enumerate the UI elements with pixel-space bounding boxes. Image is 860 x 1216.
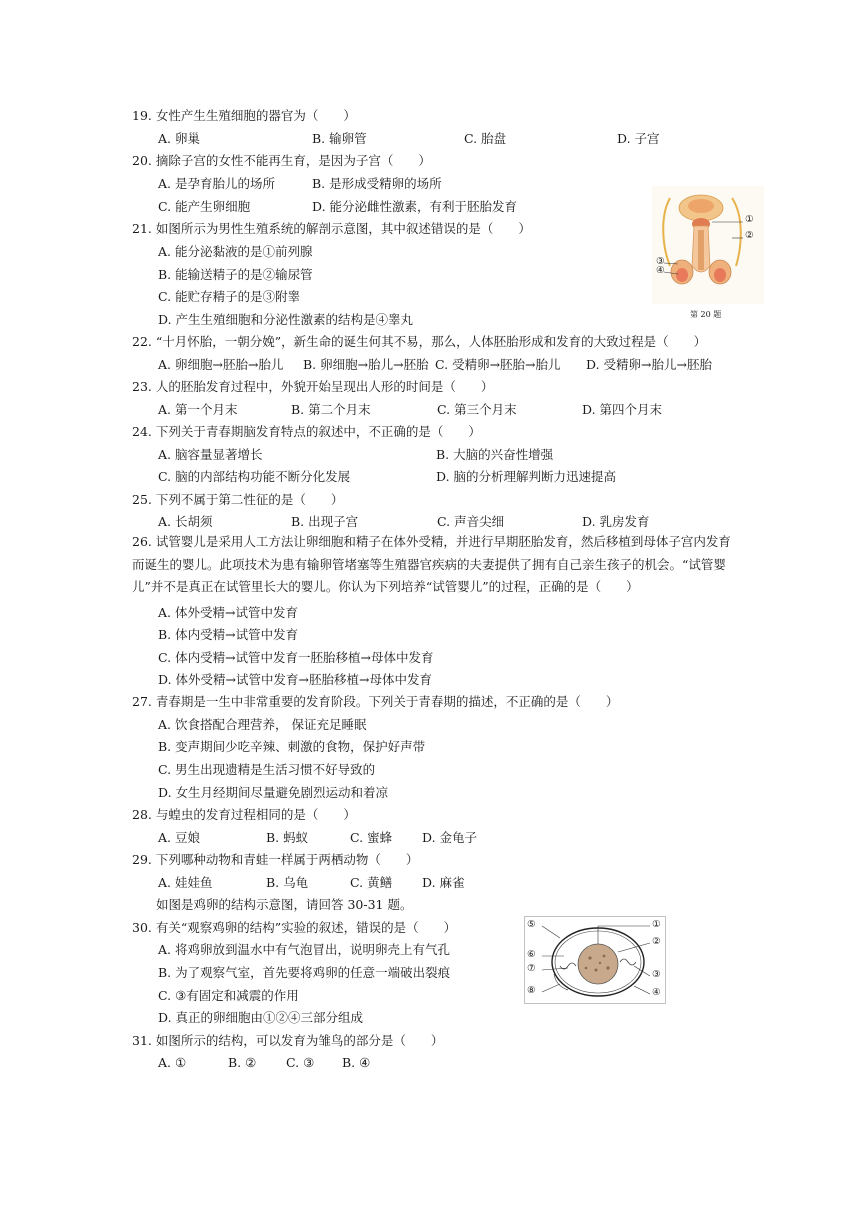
male-label-2: ② [745,230,754,241]
q19-option-d: D. 子宫 [617,131,660,146]
q28-option-d: D. 金龟子 [422,830,478,845]
egg-label-3: ③ [652,969,661,980]
q21-option-a: A. 能分泌黏液的是①前列腺 [158,244,313,259]
egg-label-1: ① [652,919,661,930]
egg-label-5: ⑤ [527,919,536,930]
q29-option-d: D. 麻雀 [422,875,465,890]
question-28-stem: 28. 与蝗虫的发育过程相同的是（ ） [132,807,356,822]
q23-option-c: C. 第三个月末 [437,402,517,417]
q20-option-c: C. 能产生卵细胞 [158,199,251,214]
q25-option-c: C. 声音尖细 [437,514,505,529]
egg-label-6: ⑥ [527,949,536,960]
question-29-stem: 29. 下列哪种动物和青蛙一样属于两栖动物（ ） [132,852,419,867]
question-30-stem: 30. 有关“观察鸡卵的结构”实验的叙述，错误的是（ ） [132,920,457,935]
figure-caption: 第 20 题 [690,310,722,319]
q25-option-b: B. 出现子宫 [291,514,359,529]
q24-option-d: D. 脑的分析理解判断力迅速提高 [436,469,617,484]
question-19-stem: 19. 女性产生生殖细胞的器官为（ ） [132,108,356,123]
male-label-3: ③ [656,256,665,267]
q28-option-c: C. 蜜蜂 [350,830,393,845]
q19-option-c: C. 胎盘 [464,131,507,146]
q21-option-d: D. 产生生殖细胞和分泌性激素的结构是④睾丸 [158,312,414,327]
q26-option-b: B. 体内受精→试管中发育 [158,627,299,642]
q24-option-b: B. 大脑的兴奋性增强 [436,447,554,462]
q22-option-b: B. 卵细胞→胎儿→胚胎 [303,357,429,372]
q31-option-a: A. ① [158,1055,187,1070]
q25-option-a: A. 长胡须 [158,514,213,529]
q27-option-c: C. 男生出现遗精是生活习惯不好导致的 [158,762,376,777]
q26-option-c: C. 体内受精→试管中发育一胚胎移植→母体中发育 [158,650,434,665]
q31-option-b: B. ② [228,1055,257,1070]
egg-label-8: ⑧ [527,985,536,996]
q22-option-a: A. 卵细胞→胚胎→胎儿 [158,357,284,372]
q25-option-d: D. 乳房发育 [582,514,650,529]
q19-option-a: A. 卵巢 [158,131,200,146]
q28-option-a: A. 豆娘 [158,830,200,845]
q30-option-a: A. 将鸡卵放到温水中有气泡冒出，说明卵壳上有气孔 [158,942,450,957]
question-20-stem: 20. 摘除子宫的女性不能再生育，是因为子宫（ ） [132,153,431,168]
q22-option-c: C. 受精卵→胚胎→胎儿 [435,357,561,372]
q19-option-b: B. 输卵管 [312,131,367,146]
q30-option-d: D. 真正的卵细胞由①②④三部分组成 [158,1010,364,1025]
male-label-4: ④ [656,265,665,276]
male-reproductive-diagram [652,186,764,304]
q23-option-a: A. 第一个月末 [158,402,238,417]
egg-structure-diagram [524,916,666,1004]
question-21-stem: 21. 如图所示为男性生殖系统的解剖示意图，其中叙述错误的是（ ） [132,221,531,236]
question-31-stem: 31. 如图所示的结构，可以发育为雏鸟的部分是（ ） [132,1033,444,1048]
q23-option-d: D. 第四个月末 [582,402,663,417]
q21-option-c: C. 能贮存精子的是③附睾 [158,289,301,304]
q31-option-c: C. ③ [286,1055,315,1070]
q27-option-b: B. 变声期间少吃辛辣、刺激的食物，保护好声带 [158,739,426,754]
q31-option-d: B. ④ [342,1055,371,1070]
question-22-stem: 22. “十月怀胎，一朝分娩”，新生命的诞生何其不易，那么，人体胚胎形成和发育的大致过程是（ ） [132,334,707,349]
q28-option-b: B. 蚂蚁 [266,830,309,845]
q29-option-c: C. 黄鳝 [350,875,393,890]
q30-option-b: B. 为了观察气室，首先要将鸡卵的任意一端破出裂痕 [158,965,451,980]
q27-option-a: A. 饮食搭配合理营养， 保证充足睡眠 [158,717,367,732]
male-label-1: ① [745,214,754,225]
q20-option-a: A. 是孕育胎儿的场所 [158,176,275,191]
question-25-stem: 25. 下列不属于第二性征的是（ ） [132,492,344,507]
egg-label-2: ② [652,936,661,947]
q20-option-d: D. 能分泌雌性激素，有利于胚胎发育 [312,199,518,214]
q30-option-c: C. ③有固定和减震的作用 [158,988,299,1003]
question-27-stem: 27. 青春期是一生中非常重要的发育阶段。下列关于青春期的描述，不正确的是（ ） [132,694,619,709]
q22-option-d: D. 受精卵→胎儿→胚胎 [586,357,712,372]
egg-label-7: ⑦ [527,963,536,974]
q27-option-d: D. 女生月经期间尽量避免剧烈运动和着凉 [158,785,389,800]
question-26-stem: 26. 试管婴儿是采用人工方法让卵细胞和精子在体外受精，并进行早期胚胎发育，然后移植到母体子宫内发育而诞生的婴儿。此项技术为患有输卵管堵塞等生殖器官疾病的夫妻提供了拥有自己亲生孩子的机会。“试管婴儿”并不是真正在试管里长大的婴儿。你认为下列培养“试管婴儿”的过程，正确的是（ ） [132,534,731,594]
q29-option-b: B. 乌龟 [266,875,309,890]
question-23-stem: 23. 人的胚胎发育过程中，外貌开始呈现出人形的时间是（ ） [132,379,494,394]
q26-option-a: A. 体外受精→试管中发育 [158,605,298,620]
egg-label-4: ④ [652,987,661,998]
egg-figure-intro: 如图是鸡卵的结构示意图，请回答 30-31 题。 [156,897,413,912]
q24-option-c: C. 脑的内部结构功能不断分化发展 [158,469,351,484]
question-24-stem: 24. 下列关于青春期脑发育特点的叙述中，不正确的是（ ） [132,424,481,439]
q29-option-a: A. 娃娃鱼 [158,875,213,890]
q20-option-b: B. 是形成受精卵的场所 [312,176,442,191]
q23-option-b: B. 第二个月末 [291,402,371,417]
q21-option-b: B. 能输送精子的是②输尿管 [158,267,313,282]
q26-option-d: D. 体外受精→试管中发育→胚胎移植→母体中发育 [158,672,432,687]
q24-option-a: A. 脑容量显著增长 [158,447,263,462]
